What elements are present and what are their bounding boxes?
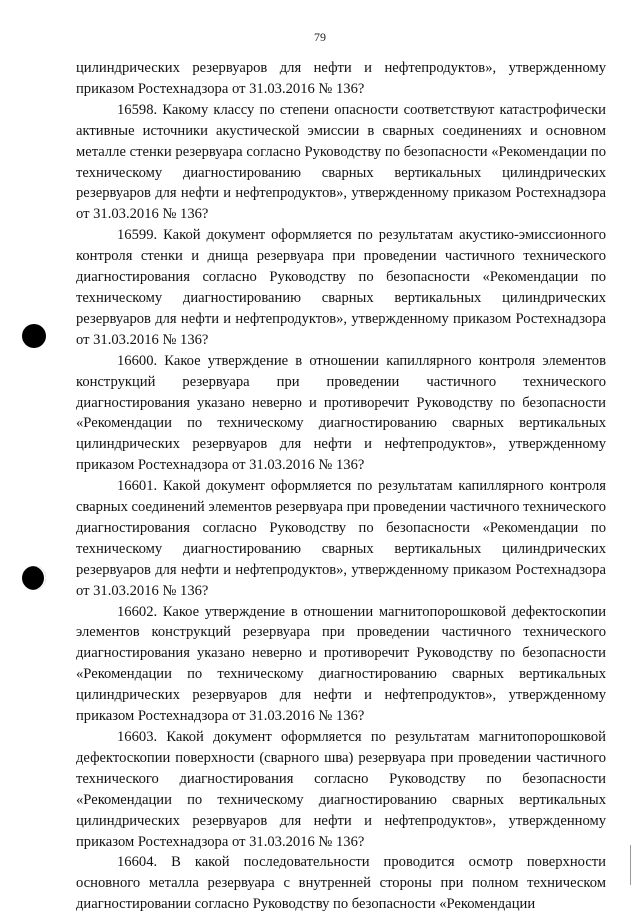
page-number: 79 <box>314 30 326 44</box>
question-16599: 16599. Какой документ оформляется по результатам акустико-эмиссионного контроля стенки и днища резервуара при проведении частичного технического диагностирования согласно Руководству по безопасности «Рекомендации по техническому диагностированию сварных вертикальных цилиндрических резервуаров для нефти и нефтепродуктов», утвержденному приказом Ростехнадзора от 31.03.2016 № 136? <box>76 227 606 348</box>
punch-hole-mark <box>22 566 46 590</box>
question-16600: 16600. Какое утверждение в отношении капиллярного контроля элементов конструкций резервуара при проведении частичного технического диагностирования указано неверно и противоречит Руководству по безопасности «Рекомендации по техническому диагностированию сварных вертикальных цилиндрических резервуаров для нефти и нефтепродуктов», утвержденному приказом Ростехнадзора от 31.03.2016 № 136? <box>76 352 606 474</box>
paragraph-continuation: цилиндрических резервуаров для нефти и нефтепродуктов», утвержденному приказом Ростехнадзора от 31.03.2016 № 136? <box>76 60 606 97</box>
question-16604: 16604. В какой последовательности проводится осмотр поверхности основного металла резервуара с внутренней стороны при полном техническом диагностировании согласно Руководству по безопасности «Рекомендации <box>76 854 606 913</box>
question-16603: 16603. Какой документ оформляется по результатам магнитопорошковой дефектоскопии поверхности (сварного шва) резервуара при проведении частичного технического диагностирования согласно Руководству по безопасности «Рекомендации по техническому диагностированию сварных вертикальных цилиндрических резервуаров для нефти и нефтепродуктов», утвержденному приказом Ростехнадзора от 31.03.2016 № 136? <box>76 729 606 850</box>
punch-hole-mark <box>22 324 46 348</box>
question-16598: 16598. Какому классу по степени опасности соответствуют катастрофически активные источники акустической эмиссии в сварных соединениях и основном металле стенки резервуара согласно Руководству по безопасности «Рекомендации по техническому диагностированию сварных вертикальных цилиндрических резервуаров для нефти и нефтепродуктов», утвержденному приказом Ростехнадзора от 31.03.2016 № 136? <box>76 101 606 223</box>
scan-edge-mark <box>630 845 631 885</box>
document-body <box>76 58 606 915</box>
question-16602: 16602. Какое утверждение в отношении магнитопорошковой дефектоскопии элементов конструкций резервуара при проведении частичного технического диагностирования указано неверно и противоречит Руководству по безопасности «Рекомендации по техническому диагностированию сварных вертикальных цилиндрических резервуаров для нефти и нефтепродуктов», утвержденному приказом Ростехнадзора от 31.03.2016 № 136? <box>76 603 606 725</box>
question-16601: 16601. Какой документ оформляется по результатам капиллярного контроля сварных соединений элементов резервуара при проведении частичного технического диагностирования согласно Руководству по безопасности «Рекомендации по техническому диагностированию сварных вертикальных цилиндрических резервуаров для нефти и нефтепродуктов», утвержденному приказом Ростехнадзора от 31.03.2016 № 136? <box>76 478 606 599</box>
